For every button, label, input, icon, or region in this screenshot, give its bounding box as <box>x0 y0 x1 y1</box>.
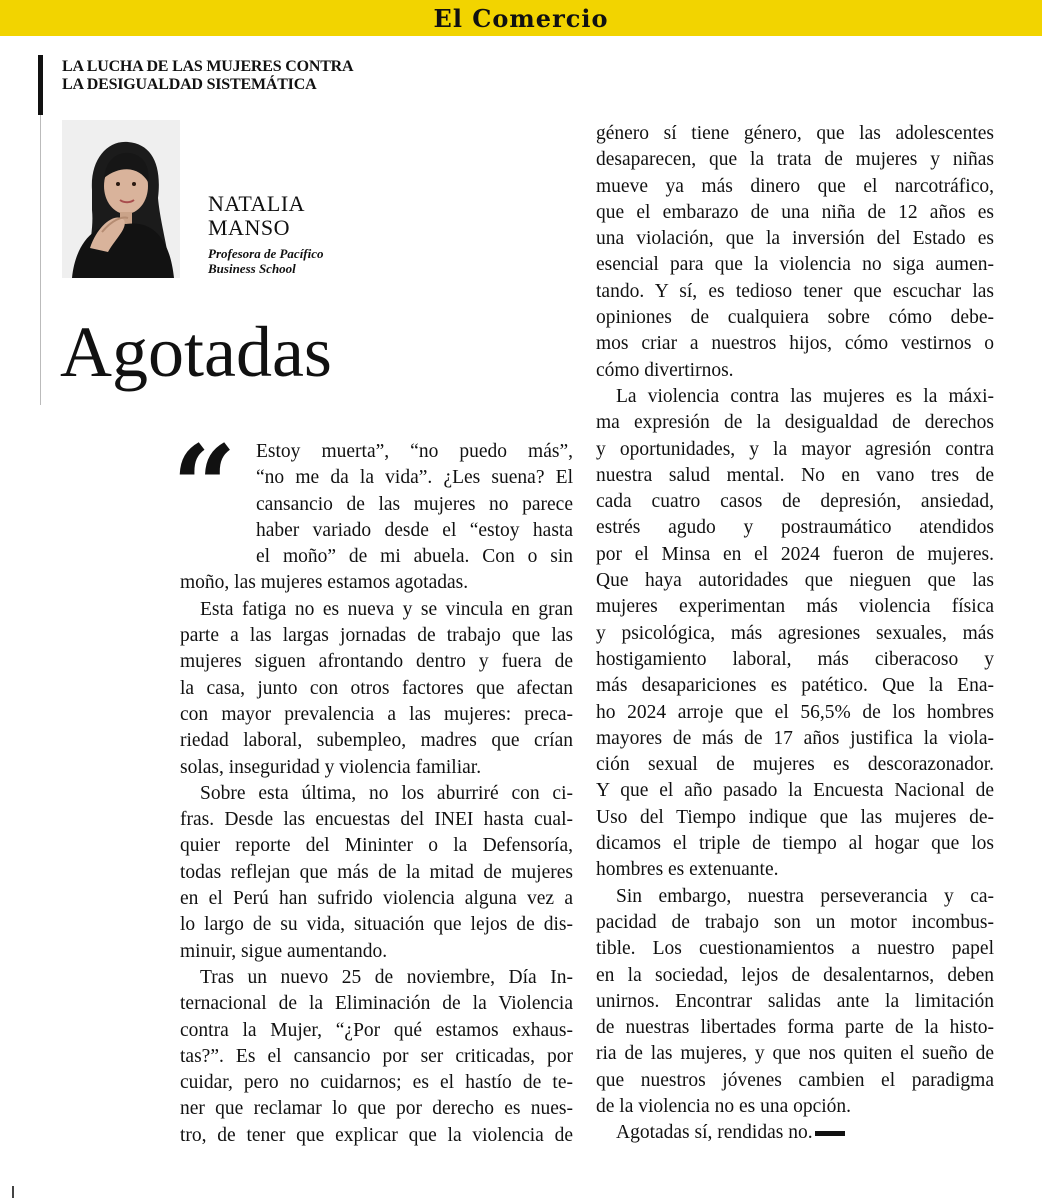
article-line: ner que reclamar lo que por derecho es nues- <box>180 1098 573 1120</box>
article-line: en el Perú han sufrido violencia alguna vez a <box>180 888 573 910</box>
article-line: moño, las mujeres estamos agotadas. <box>180 572 469 594</box>
article-line: tando. Y sí, es tedioso tener que escuchar las <box>596 280 994 302</box>
article-line: Uso del Tiempo indique que las mujeres de- <box>596 806 994 828</box>
author-role-line: Business School <box>208 261 296 276</box>
author-last-name: MANSO <box>208 215 290 240</box>
author-role-line: Profesora de Pacífico <box>208 246 324 261</box>
article-line: y psicológica, más agresiones sexuales, más <box>596 622 994 644</box>
article-line: mueve ya más dinero que el narcotráfico, <box>596 175 994 197</box>
article-line: estrés agudo y postraumático atendidos <box>596 517 994 539</box>
article-line: opiniones de cualquiera sobre cómo debe- <box>596 307 994 329</box>
article-line: esencial para que la violencia no siga aumen- <box>596 254 994 276</box>
section-header-line: LA DESIGUALDAD SISTEMÁTICA <box>62 76 317 93</box>
author-photo <box>62 120 180 278</box>
article-line: Esta fatiga no es nueva y se vincula en gran <box>200 598 573 620</box>
article-line: mayores de más de 17 años justifica la viola- <box>596 727 994 749</box>
article-line: Agotadas sí, rendidas no. <box>596 1120 994 1146</box>
article-line: una violación, que la inversión del Estado es <box>596 228 994 250</box>
masthead-bar <box>0 0 1042 36</box>
article-line: cada cuatro casos de depresión, ansiedad, <box>596 491 994 513</box>
article-line: fras. Desde las encuestas del INEI hasta cual- <box>180 809 573 831</box>
author-portrait-illustration <box>62 120 180 278</box>
article-line: tible. Los cuestionamientos a nuestro papel <box>596 938 994 960</box>
article-line: Sin embargo, nuestra perseverancia y ca- <box>616 885 994 907</box>
article-line: género sí tiene género, que las adolescentes <box>596 123 994 144</box>
article-line: minuir, sigue aumentando. <box>180 940 388 962</box>
article-line: de nuestras libertades forma parte de la histo- <box>596 1017 994 1039</box>
opening-quote-mark: “ <box>172 422 237 553</box>
article-line: solas, inseguridad y violencia familiar. <box>180 756 482 778</box>
article-line: mos criar a nuestros hijos, cómo vestirnos o <box>596 333 994 355</box>
article-line: ho 2024 arroje que el 56,5% de los hombres <box>596 701 994 723</box>
article-line: en la sociedad, lejos de desalentarnos, deben <box>596 964 994 986</box>
end-of-article-mark <box>815 1131 845 1136</box>
article-line: todas reflejan que más de la mitad de mujeres <box>180 861 573 883</box>
article-line: tas?”. Es el cansancio por ser criticadas, por <box>180 1045 573 1067</box>
article-line: y oportunidades, y la mayor agresión contra <box>596 438 994 460</box>
article-line: parte a las largas jornadas de trabajo que las <box>180 625 573 647</box>
article-line: ción sexual de mujeres es descorazonador. <box>596 754 994 776</box>
article-line: de la violencia no es una opción. <box>596 1095 852 1117</box>
article-line: desaparecen, que la trata de mujeres y niñas <box>596 149 994 171</box>
article-column-left <box>180 121 573 1149</box>
article-line: Que haya autoridades que nieguen que las <box>596 570 994 592</box>
article-line: Tras un nuevo 25 de noviembre, Día In- <box>200 966 573 988</box>
margin-tick <box>12 1186 14 1198</box>
article-line: cansancio de las mujeres no parece <box>256 493 573 515</box>
article-line: ternacional de la Eliminación de la Violencia <box>180 993 573 1015</box>
article-line: Y que el año pasado la Encuesta Nacional de <box>596 780 994 802</box>
column-rule-thin <box>40 115 41 405</box>
article-line: mujeres experimentan más violencia física <box>596 596 994 618</box>
article-line: Sobre esta última, no los aburriré con ci- <box>200 782 573 804</box>
section-header-line: LA LUCHA DE LAS MUJERES CONTRA <box>62 58 354 75</box>
article-line: por el Minsa en el 2024 fueron de mujeres. <box>596 543 994 565</box>
article-line: que nuestros jóvenes cambien el paradigma <box>596 1069 994 1091</box>
article-line: el moño” de mi abuela. Con o sin <box>256 546 573 568</box>
article-line: cuidar, pero no cuidarnos; es el hastío de te- <box>180 1072 573 1094</box>
author-first-name: NATALIA <box>208 191 306 216</box>
article-line: Estoy muerta”, “no puedo más”, <box>256 441 573 462</box>
masthead-title: El Comercio <box>433 3 609 33</box>
article-line: cómo divertirnos. <box>596 359 734 381</box>
article-line: mujeres siguen afrontando dentro y fuera de <box>180 651 573 673</box>
article-headline: Agotadas <box>60 312 332 392</box>
article-line: lo largo de su vida, situación que lejos de dis- <box>180 914 573 936</box>
article-line: ma expresión de la desigualdad de derechos <box>596 412 994 434</box>
article-line: pacidad de trabajo son un motor incombus- <box>596 911 994 933</box>
article-line: más desapariciones es patético. Que la Ena- <box>596 675 994 697</box>
article-line: contra la Mujer, “¿Por qué estamos exhaus- <box>180 1019 573 1041</box>
article-line: riedad laboral, subempleo, madres que crían <box>180 730 573 752</box>
article-line: tro, de tener que explicar que la violencia de <box>180 1124 573 1146</box>
article-line: hostigamiento laboral, más ciberacoso y <box>596 648 994 670</box>
article-line: nuestra salud mental. No en vano tres de <box>596 464 994 486</box>
article-line: que el embarazo de una niña de 12 años es <box>596 201 994 223</box>
article-line: La violencia contra las mujeres es la máxi- <box>616 385 994 407</box>
article-line: unirnos. Encontrar salidas ante la limitación <box>596 990 994 1012</box>
article-line: haber variado desde el “estoy hasta <box>256 519 573 541</box>
article-line: hombres es extenuante. <box>596 859 779 881</box>
article-line: con mayor prevalencia a las mujeres: preca- <box>180 703 573 725</box>
article-column-right <box>596 121 994 1147</box>
article-line: dicamos el triple de tiempo al hogar que los <box>596 833 994 855</box>
article-line: quier reporte del Mininter o la Defensoría, <box>180 835 573 857</box>
column-rule <box>38 55 43 115</box>
section-header <box>62 58 432 94</box>
article-line: ria de las mujeres, y que nos quiten el sueño de <box>596 1043 994 1065</box>
article-line: “no me da la vida”. ¿Les suena? El <box>256 467 573 489</box>
article-line: la casa, junto con otros factores que afectan <box>180 677 573 699</box>
